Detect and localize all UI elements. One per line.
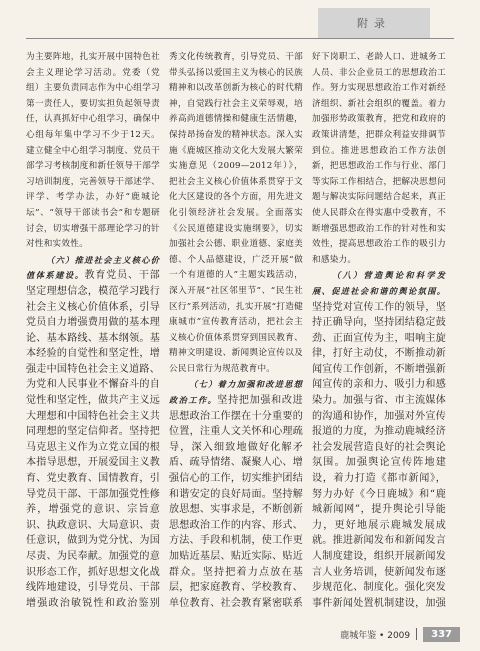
section-heading: （七）着力加强和改进思想政治工作。 [169, 379, 303, 406]
paragraph: 秀文化传统教育，引导党员、干部带头弘扬以爱国主义为核心的民族精神和以改革创新为核心的时代精神，自觉践行社会主义荣辱观，培养高尚道德情操和健康生活情趣，保持昂扬奋发的精神状态。深入实施《鹿城区推动文化大发展大繁荣实施意见（2009—2012年）》，把社会主义核心价值体系贯穿于文化大区建设的各个方面，用先进文化引领经济社会发展。全面落实《公民道德建设实施纲要》，切实加强社会公德、职业道德、家庭美德、个人品德建设，广泛开展“做一个有道德的人”主题实践活动，深入开展“社区邻里节”、“民生社区行”系列活动，扎实开展“打造健康城市”宣传教育活动，把社会主义核心价值体系贯穿到国民教育、精神文明建设、新闻舆论宣传以及公民日常行为规范教育中。 [169, 52, 303, 374]
section-heading: （六）推进社会主义核心价值体系建设。 [26, 254, 160, 281]
column-2 [169, 50, 303, 610]
section-title: 附录 [357, 17, 391, 30]
section-body: 教育党员、干部坚定理想信念，模范学习践行社会主义核心价值体系，引导党员自力增强费用做的基本理论、基本路线、基本纲领。基本经验的自觉性和坚定性，增强走中国特色社会主义道路、为党和人民事业不懈奋斗的自觉性和坚定性，做共产主义远大理想和中国特色社会主义共同理想的坚定信仰者。坚持把马克思主义作为立党立国的根本指导思想，开展爱国主义教育、党史教育、国情教育，引导党员干部、干部加强党性修养，增强党的意识、宗旨意识、执政意识、大局意识、责任意识，做到为党分忧、为国尽责、为民奉献。加强党的意识形态工作，抓好思想文化战线阵地建设，引导党员、干部增强政治敏锐性和政治鉴别 [26, 270, 160, 609]
text-columns [26, 50, 454, 610]
page-number: 337 [423, 627, 460, 642]
footer-divider [416, 628, 417, 640]
section-body: 坚持党对宣传工作的领导，坚持正确导向，坚持团结稳定鼓劲、正面宣传为主，唱响主旋律，打好主动仗，不断推动新闻宣传工作创新，不断增强新闻宣传的亲和力、吸引力和感染力。加强与省、市主流媒体的沟通和协作，加强对外宣传报道的力度，为推动鹿城经济社会发展营造良好的社会舆论氛围。加强舆论宣传阵地建设，着力打造《都市新闻》，努力办好《今日鹿城》和“鹿城新闻网”，提升舆论引导能力，更好地展示鹿城发展成就。推进新闻发布和新闻发言人制度建设，组织开展新闻发言人业务培训，使新闻发布逐步规范化、制度化。强化突发事件新闻处置机制建设，加强 [312, 301, 446, 609]
section-paragraph [26, 253, 160, 610]
column-3 [312, 50, 446, 610]
section-body: 坚持把加强和改进思想政治工作摆在十分重要的位置，注重人文关怀和心理疏导，深入细致地做好化解矛盾、疏导情绪、凝聚人心、增强信心的工作，切实维护团结和谐安定的良好局面。坚持解放思想、实事求是，不断创新思想政治工作的内容、形式、方法、手段和机制，使工作更加贴近基层、贴近实际、贴近群众。坚持把着力点放在基层，把家庭教育、学校教育、单位教育、社会教育紧密联系 [169, 395, 303, 609]
journal-name: 鹿城年鉴 • 2009 [340, 630, 411, 641]
paragraph: 好下岗职工、老龄人口、进城务工人员、非公企业员工的思想政治工作。努力实现思想政治工作对新经济组织、新社会组织的覆盖。着力加强形势政策教育，把党和政府的政策讲清楚，把群众利益安排调节到位。推进思想政治工作方法创新，把思想政治工作与行业、部门等实际工作相结合，把解决思想问题与解决实际问题结合起来，真正使人民群众在得实惠中受教育，不断增强思想政治工作的针对性和实效性，提高思想政治工作的吸引力和感染力。 [312, 52, 446, 265]
section-heading: （八）营造舆论和科学发展、促进社会和谐的舆论氛围。 [312, 270, 446, 296]
section-paragraph [312, 268, 446, 610]
section-header-tab [318, 8, 430, 38]
header-rule [26, 38, 454, 39]
paragraph: 为主要阵地，扎实开展中国特色社会主义理论学习活动。党委（党组）主要负责同志作为中心组学习第一责任人，要切实担负起领导责任，认真抓好中心组学习，确保中心组每年集中学习不少于12天。建立健全中心组学习制度、党员干部学习考核制度和新任领导干部学习培训制度，完善领导干部述学、评学、考学办法，办好“鹿城论坛”、“领导干部读书会”和专题研讨会，切实增强干部理论学习的针对性和实效性。 [26, 52, 160, 250]
page-footer [300, 626, 460, 642]
column-1 [26, 50, 160, 610]
section-paragraph [169, 377, 303, 610]
